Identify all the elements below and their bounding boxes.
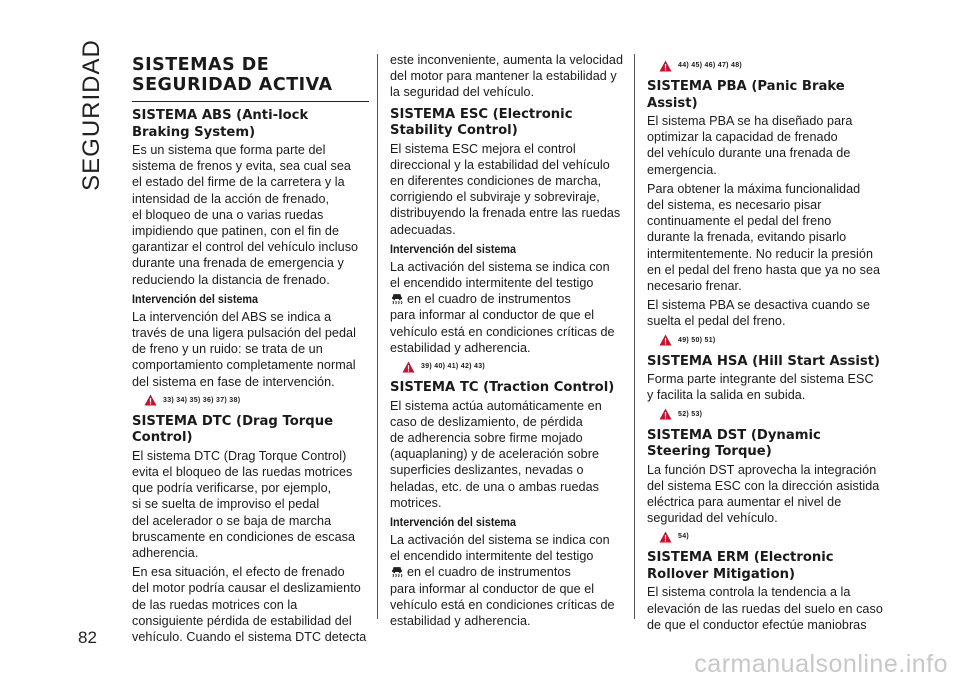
warning-triangle-icon	[659, 334, 672, 346]
tc-intervention-text-a: La activación del sistema se indica con el encendido intermitente del testigo	[390, 532, 610, 564]
esc-warning-refs	[402, 359, 627, 374]
esc-skid-telltale-icon	[390, 292, 404, 306]
warning-refs-text: 52) 53)	[678, 410, 703, 418]
esc-paragraph: El sistema ESC mejora el control direccional y la estabilidad del vehículo en diferentes condiciones de marcha, corrigiendo el subviraje y sobreviraje, distribuyendo la frenada entre las ruedas adecuadas.	[390, 141, 621, 237]
esc-subheading: Intervención del sistema	[390, 241, 517, 256]
erm-paragraph: El sistema controla la tendencia a la elevación de las ruedas del suelo en caso de que el conductor efectúe maniobras	[647, 585, 883, 632]
column-divider	[634, 54, 635, 619]
pba-heading: SISTEMA PBA (Panic Brake Assist)	[647, 79, 845, 111]
abs-warning-refs	[144, 393, 369, 408]
esc-heading: SISTEMA ESC (Electronic Stability Control)	[390, 106, 573, 139]
top-warning-refs	[659, 58, 884, 73]
hsa-paragraph: Forma parte integrante del sistema ESC y facilita la salida en subida.	[647, 372, 874, 403]
section-tab	[62, 39, 122, 191]
warning-triangle-icon	[659, 408, 672, 420]
tc-telltale-line	[390, 564, 627, 580]
warning-triangle-icon	[402, 361, 415, 373]
dtc-paragraph-1: El sistema DTC (Drag Torque Control) evita el bloqueo de las ruedas motrices que podría verificarse, por ejemplo, si se suelta de improviso el pedal del acelerador o se baja de marcha bruscamente en condiciones de escasa adherencia.	[132, 448, 356, 561]
esc-intervention-continuation: para informar al conductor de que el vehículo está en condiciones críticas de estabilidad y adherencia.	[390, 308, 615, 355]
abs-subheading: Intervención del sistema	[132, 291, 259, 306]
tc-paragraph: El sistema actúa automáticamente en caso de deslizamiento, de pérdida de adherencia sobre firme mojado (aquaplaning) y de aceleración sobre superficies deslizantes, nevadas o heladas, etc. de una o ambas ruedas motrices.	[390, 398, 602, 510]
column-divider	[377, 54, 378, 619]
dst-heading: SISTEMA DST (Dynamic Steering Torque)	[647, 427, 821, 460]
column-3	[647, 52, 884, 636]
dtc-heading: SISTEMA DTC (Drag Torque Control)	[132, 413, 334, 446]
esc-telltale-line	[390, 291, 627, 307]
warning-triangle-icon	[144, 394, 157, 406]
abs-heading: SISTEMA ABS (Anti-lock Braking System)	[132, 108, 309, 140]
warning-refs-text: 39) 40) 41) 42) 43)	[421, 363, 486, 371]
tc-intervention-continuation: para informar al conductor de que el vehículo está en condiciones críticas de estabilidad y adherencia.	[390, 581, 615, 628]
dst-paragraph: La función DST aprovecha la integración del sistema ESC con la dirección asistida eléctrica para aumentar el nivel de seguridad del vehículo.	[647, 462, 880, 526]
tc-intervention-text-b: en el cuadro de instrumentos	[407, 565, 571, 580]
warning-refs-text: 33) 34) 35) 36) 37) 38)	[163, 396, 241, 404]
dst-warning-refs	[659, 529, 884, 544]
pba-paragraph-2: Para obtener la máxima funcionalidad del sistema, es necesario pisar continuamente el pedal del freno durante la frenada, evitando pisarlo intermitentemente. No reducir la presión en el pedal del freno hasta que ya no sea necesario frenar.	[647, 181, 881, 294]
tc-subheading: Intervención del sistema	[390, 514, 517, 529]
page-number: 82	[78, 628, 97, 647]
tc-heading: SISTEMA TC (Traction Control)	[390, 380, 615, 396]
watermark: carmanualsonline.info	[694, 650, 948, 678]
main-heading: SISTEMAS DE SEGURIDAD ACTIVA	[132, 55, 369, 102]
dtc-paragraph-2: En esa situación, el efecto de frenado del motor podría causar el deslizamiento de las ruedas motrices con la consiguiente pérdida de estabilidad del vehículo. Cuando el sistema DTC detecta	[132, 565, 367, 645]
hsa-warning-refs	[659, 407, 884, 422]
warning-refs-text: 49) 50) 51)	[678, 336, 716, 344]
warning-triangle-icon	[659, 531, 672, 543]
hsa-heading: SISTEMA HSA (Hill Start Assist)	[647, 353, 881, 369]
pba-paragraph-3: El sistema PBA se desactiva cuando se suelta el pedal del freno.	[647, 298, 871, 329]
warning-refs-text: 44) 45) 46) 47) 48)	[678, 62, 743, 69]
pba-warning-refs	[659, 333, 884, 348]
esc-skid-telltale-icon	[390, 565, 404, 579]
section-tab-label: SEGURIDAD	[78, 39, 105, 191]
esc-intervention-text-a: La activación del sistema se indica con el encendido intermitente del testigo	[390, 259, 610, 291]
esc-intervention-text-b: en el cuadro de instrumentos	[407, 292, 571, 307]
esc-intervention-paragraph	[390, 259, 627, 291]
pba-paragraph-1: El sistema PBA se ha diseñado para optimizar la capacidad de frenado del vehículo durante una frenada de emergencia.	[647, 114, 853, 177]
dtc-continuation-paragraph: este inconveniente, aumenta la velocidad del motor para mantener la estabilidad y la seguridad del vehículo.	[390, 53, 624, 100]
erm-heading: SISTEMA ERM (Electronic Rollover Mitigation)	[647, 550, 834, 582]
abs-paragraph: Es un sistema que forma parte del sistema de frenos y evita, sea cual sea el estado del firme de la carretera y la intensidad de la acción de frenado, el bloqueo de una o varias ruedas impidiendo que patinen, con el fin de garantizar el control del vehículo incluso durante una frenada de emergencia y reduciendo la distancia de frenado.	[132, 143, 359, 287]
abs-intervention-paragraph: La intervención del ABS se indica a través de una ligera pulsación del pedal de freno y un ruido: se trata de un comportamiento completamente normal del sistema en fase de intervención.	[132, 309, 356, 389]
warning-refs-text: 54)	[678, 533, 690, 541]
column-2	[390, 52, 627, 632]
tc-intervention-paragraph	[390, 532, 627, 564]
column-1	[132, 50, 369, 648]
warning-triangle-icon	[659, 60, 672, 72]
